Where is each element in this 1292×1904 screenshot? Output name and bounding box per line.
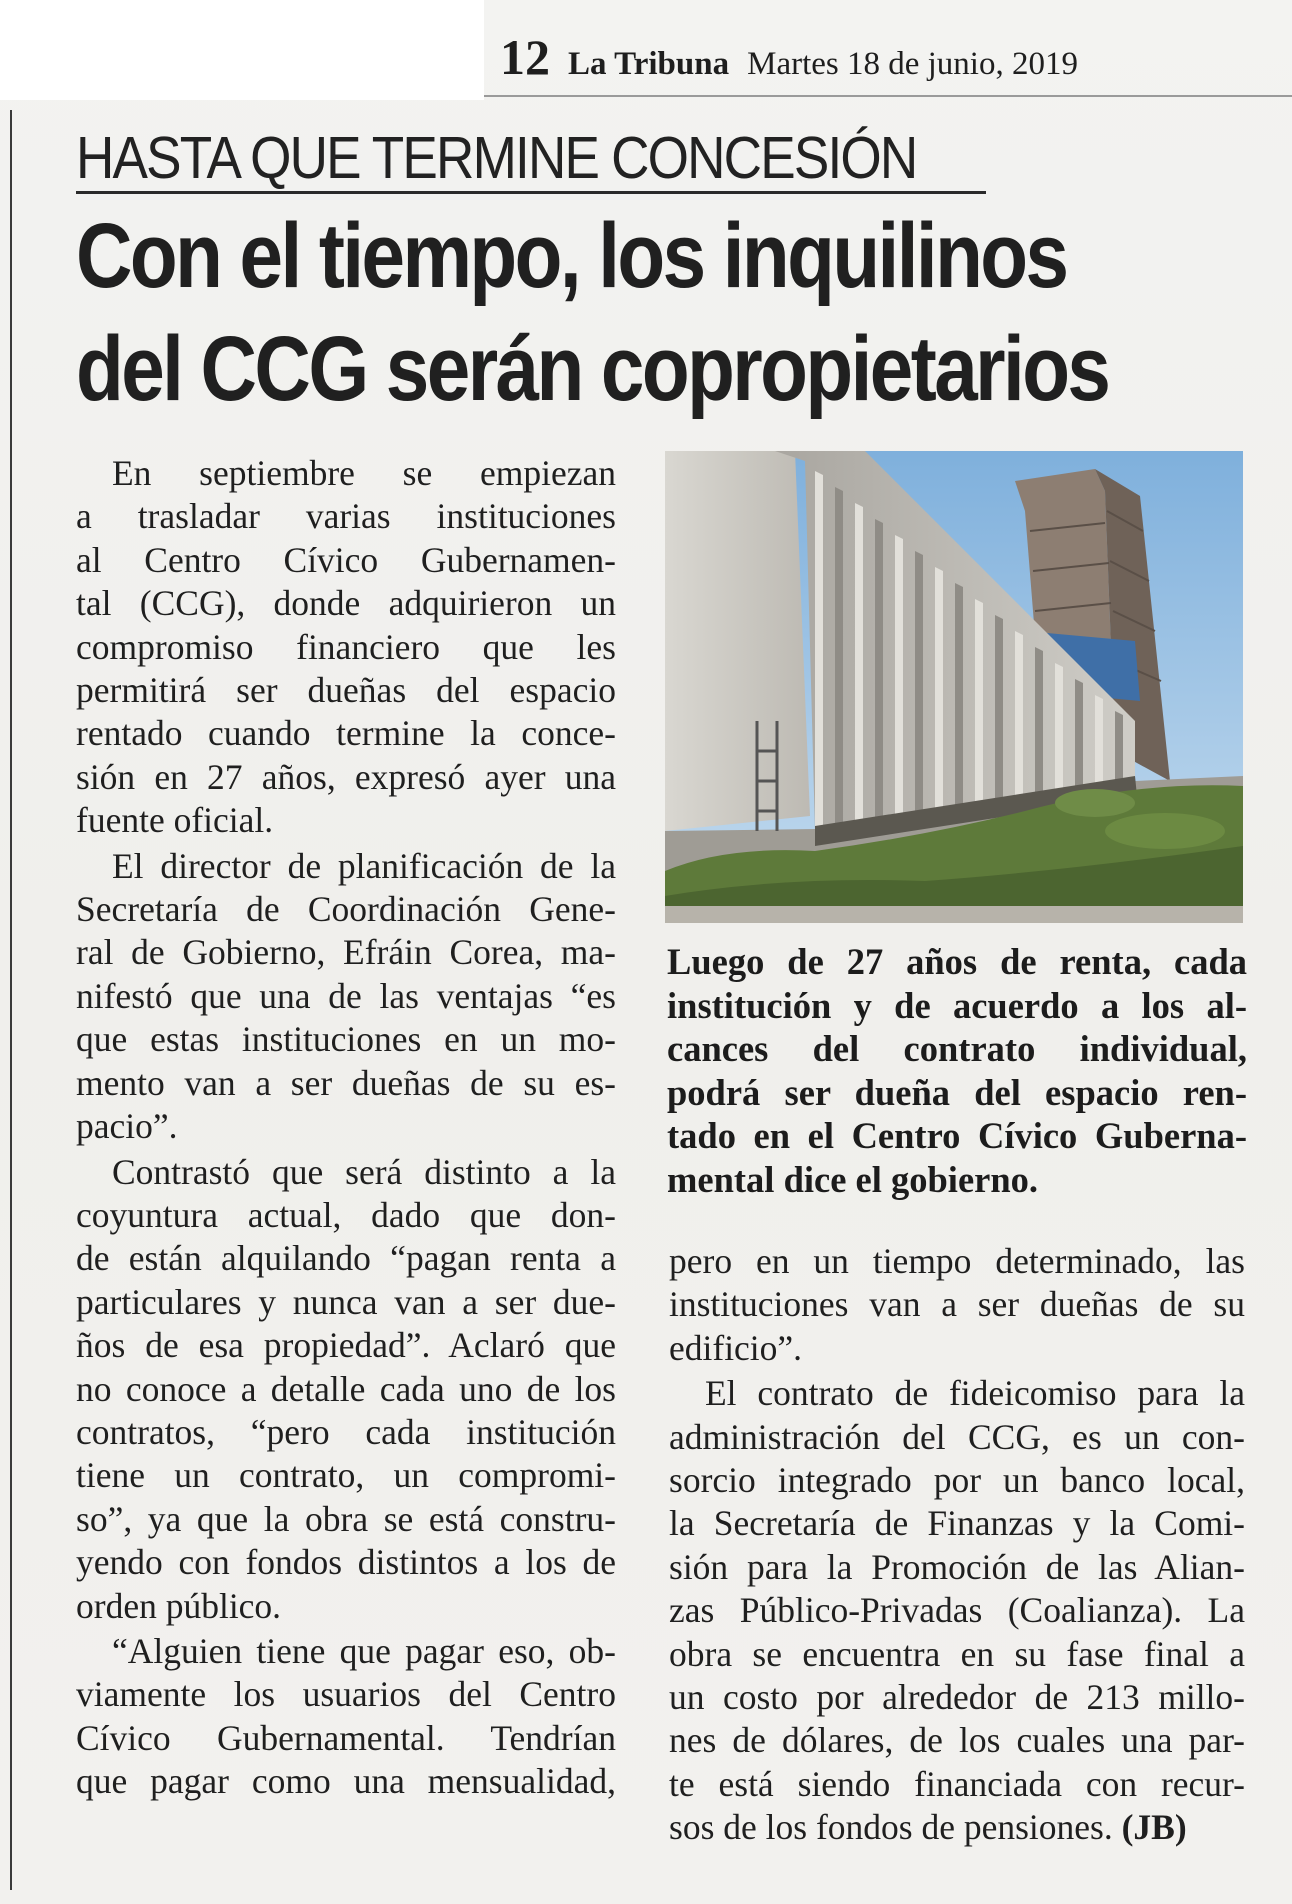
publication-date: Martes 18 de junio, 2019 [747, 46, 1078, 82]
text-line: nes de dólares, de los cuales una par- [669, 1720, 1245, 1761]
facade-fin [895, 535, 903, 817]
paragraph [669, 1240, 1245, 1370]
text-line: a trasladar varias instituciones [76, 496, 616, 537]
text-line: te está siendo financiada con recur- [669, 1763, 1245, 1804]
text-line: Cívico Gubernamental. Tendrían [76, 1717, 616, 1758]
text-line: orden público. [76, 1585, 282, 1626]
text-line: “Alguien tiene que pagar eso, ob- [112, 1630, 616, 1671]
text-line: un costo por alrededor de 213 millo- [669, 1677, 1245, 1718]
text-line: al Centro Cívico Gubernamen- [76, 539, 616, 580]
facade-fin [1015, 631, 1023, 799]
text-line: Secretaría de Coordinación Gene- [76, 889, 616, 930]
masthead [500, 28, 1078, 88]
page-number: 12 [500, 29, 550, 85]
text-line: viamente los usuarios del Centro [76, 1674, 616, 1715]
text-line: que estas instituciones en un mo- [76, 1019, 616, 1060]
facade-fin [1115, 711, 1123, 784]
caption-line: cances del contrato individual, [667, 1028, 1247, 1069]
text-line: pacio”. [76, 1106, 178, 1147]
text-line: yendo con fondos distintos a los de [76, 1542, 616, 1583]
text-line: Contrastó que será distinto a la [112, 1151, 616, 1192]
caption-line: tado en el Centro Cívico Guberna- [667, 1115, 1247, 1156]
facade-fin [975, 599, 983, 805]
paragraph [669, 1372, 1245, 1849]
text-line: zas Público-Privadas (Coalianza). La [669, 1590, 1245, 1631]
text-line: fuente oficial. [76, 800, 274, 841]
facade-fin [995, 615, 1003, 802]
facade-fin [1055, 663, 1063, 793]
text-line: contratos, “pero cada institución [76, 1411, 616, 1452]
kicker-underline [76, 191, 986, 194]
caption-line: mental dice el gobierno. [667, 1158, 1039, 1200]
facade-fin [855, 503, 863, 823]
facade-fin [1035, 647, 1043, 796]
text-line: mento van a ser dueñas de su es- [76, 1062, 616, 1103]
text-line: administración del CCG, es un con- [669, 1416, 1245, 1457]
text-line: tal (CCG), donde adquirieron un [76, 583, 616, 624]
text-line: pero en un tiempo determinado, las [669, 1241, 1245, 1281]
text-line: El contrato de fideicomiso para la [705, 1373, 1245, 1414]
text-line: edificio”. [669, 1327, 803, 1368]
text-line: obra se encuentra en su fase final a [669, 1633, 1245, 1674]
text-line: de están alquilando “pagan renta a [76, 1238, 616, 1279]
paragraph [76, 845, 616, 1149]
facade-fin [935, 567, 943, 811]
caption-line: Luego de 27 años de renta, cada [667, 941, 1247, 982]
article-column-left [76, 452, 616, 1804]
facade-fin [835, 487, 843, 826]
paragraph [76, 1151, 616, 1628]
masthead-rule [484, 95, 1292, 97]
text-line: rentado cuando termine la conce- [76, 713, 616, 754]
headline-line: Con el tiempo, los inquilinos [76, 205, 1067, 307]
author-initials: (JB) [1121, 1807, 1187, 1848]
facade-fin [955, 583, 963, 808]
facade-fin [875, 519, 883, 820]
text-line: tiene un contrato, un compromi- [76, 1455, 616, 1496]
facade-fin [1075, 679, 1083, 790]
text-line: ños de esa propiedad”. Aclaró que [76, 1325, 616, 1366]
facade-fin [1095, 695, 1103, 787]
photo-caption [667, 940, 1247, 1201]
text-line: nifestó que una de las ventajas “es [76, 975, 616, 1016]
caption-line: institución y de acuerdo a los al- [667, 984, 1247, 1026]
text-line: so”, ya que la obra se está constru- [76, 1498, 616, 1539]
newspaper-name: La Tribuna [568, 46, 730, 82]
facade-fin [815, 471, 823, 829]
text-line: sorcio integrado por un banco local, [669, 1460, 1245, 1501]
headline-line: del CCG serán copropietarios [76, 318, 1109, 420]
main-headline [76, 200, 1147, 426]
paragraph [76, 452, 616, 843]
column-rule [10, 110, 12, 1890]
scan-blank-corner [0, 0, 484, 100]
text-line: En septiembre se empiezan [112, 453, 616, 493]
caption-line: podrá ser dueña del espacio ren- [667, 1071, 1247, 1113]
text-line: particulares y nunca van a ser due- [76, 1281, 616, 1322]
text-line: la Secretaría de Finanzas y la Comi- [669, 1503, 1245, 1544]
text-line-content: sos de los fondos de pensiones. [669, 1807, 1113, 1848]
text-line: ral de Gobierno, Efráin Corea, ma- [76, 932, 616, 973]
text-line: El director de planificación de la [112, 845, 616, 886]
article-column-right [669, 1240, 1245, 1850]
text-line: sión en 27 años, expresó ayer una [76, 756, 616, 797]
text-line: instituciones van a ser dueñas de su [669, 1284, 1245, 1325]
kicker-headline: HASTA QUE TERMINE CONCESIÓN [76, 125, 917, 191]
text-line: no conoce a detalle cada uno de los [76, 1368, 616, 1409]
text-line [669, 1806, 1245, 1849]
text-line: coyuntura actual, dado que don- [76, 1194, 616, 1235]
paragraph [76, 1630, 616, 1804]
text-line: compromiso financiero que les [76, 626, 616, 667]
text-line: permitirá ser dueñas del espacio [76, 670, 616, 711]
text-line: sión para la Promoción de las Alian- [669, 1546, 1245, 1587]
building-photo [665, 451, 1243, 923]
text-line: que pagar como una mensualidad, [76, 1761, 616, 1802]
facade-fin [915, 551, 923, 814]
